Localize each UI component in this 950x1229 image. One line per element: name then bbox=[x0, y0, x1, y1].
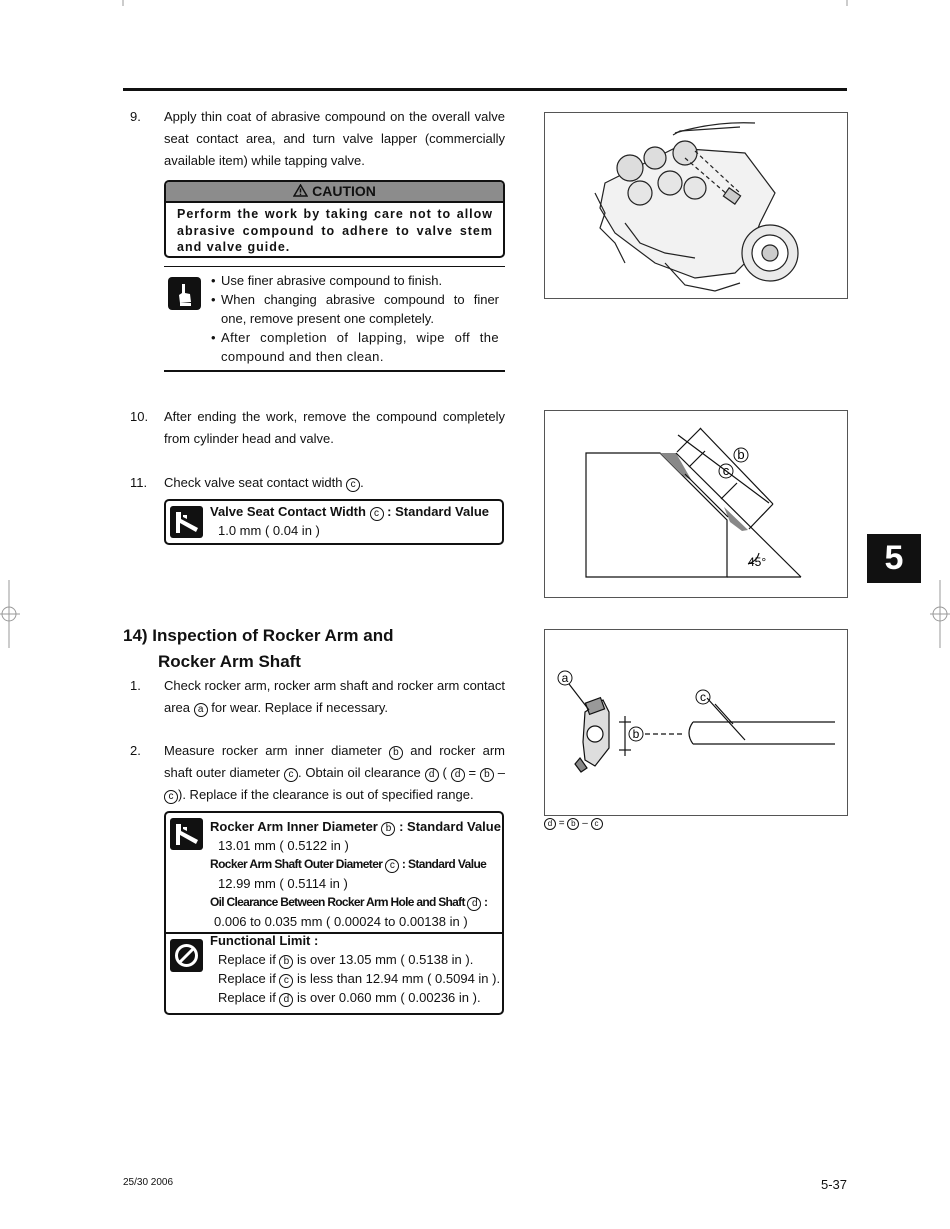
clear-title-b: : bbox=[481, 895, 488, 909]
angle-label: 45° bbox=[748, 555, 767, 569]
oil-clearance-value: 0.006 to 0.035 mm ( 0.00024 to 0.00138 in ) bbox=[214, 914, 468, 929]
step-11-text-b: . bbox=[360, 475, 364, 490]
limit3-a: Replace if bbox=[218, 990, 280, 1005]
step-11-text bbox=[164, 472, 505, 494]
letter-b-label: b bbox=[737, 447, 745, 462]
formula-equals: = bbox=[558, 818, 565, 829]
letter-c-marker: c bbox=[346, 478, 360, 492]
rocker-step-1-number: 1. bbox=[130, 678, 141, 693]
step-10-number: 10. bbox=[130, 409, 149, 424]
valve-seat-diagram bbox=[545, 411, 847, 597]
letter-d-marker: d bbox=[451, 768, 465, 782]
limit3-b: is over 0.060 mm ( 0.00236 in ). bbox=[293, 990, 481, 1005]
step-11-text-a: Check valve seat contact width bbox=[164, 475, 347, 490]
letter-b-marker: b bbox=[381, 822, 395, 836]
caution-title: CAUTION bbox=[312, 183, 376, 199]
section-title-line1: 14) Inspection of Rocker Arm and bbox=[123, 626, 394, 645]
letter-d-marker: d bbox=[425, 768, 439, 782]
step-9-text: Apply thin coat of abrasive compound on the overall valve seat contact area, and turn valve lapper (commercially available item) while tapping valve. bbox=[164, 109, 505, 168]
limit1-a: Replace if bbox=[218, 952, 280, 967]
rocker-arm-diagram bbox=[545, 630, 847, 815]
valve-seat-spec-title bbox=[210, 504, 489, 521]
caution-text: Perform the work by taking care not to allow abrasive compound to adhere to valve stem and valve guide. bbox=[177, 207, 493, 254]
prohibited-icon bbox=[170, 939, 203, 972]
rocker-step-2-text bbox=[164, 740, 505, 806]
outer-diameter-value: 12.99 mm ( 0.5114 in ) bbox=[218, 876, 348, 891]
outer-title-b: : Standard Value bbox=[399, 857, 487, 871]
outer-title-a: Rocker Arm Shaft Outer Diameter bbox=[210, 857, 386, 871]
header-rule bbox=[123, 88, 847, 91]
rocker-step-2-f: – bbox=[493, 765, 506, 780]
letter-c-marker: c bbox=[370, 507, 384, 521]
valve-lapping-figure bbox=[544, 112, 848, 299]
cylinder-head-illustration bbox=[545, 113, 847, 298]
letter-b-marker: b bbox=[389, 746, 403, 760]
letter-d-marker: d bbox=[544, 818, 556, 830]
letter-c-marker: c bbox=[591, 818, 603, 830]
valve-seat-spec-box bbox=[164, 499, 504, 545]
page-number: 5-37 bbox=[820, 1177, 847, 1192]
letter-b-marker: b bbox=[279, 955, 293, 969]
spec1-title-a: Valve Seat Contact Width bbox=[210, 504, 370, 519]
inner-diameter-value: 13.01 mm ( 0.5122 in ) bbox=[218, 838, 349, 853]
limit1-b: is over 13.05 mm ( 0.5138 in ). bbox=[293, 952, 474, 967]
limit-line-2 bbox=[218, 971, 500, 988]
clear-title-a: Oil Clearance Between Rocker Arm Hole and Shaft bbox=[210, 895, 468, 909]
footer-model-year: 25/30 2006 bbox=[123, 1177, 174, 1188]
note-item: • When changing abrasive compound to finer one, remove present one completely. bbox=[211, 290, 499, 328]
note-list bbox=[211, 271, 499, 366]
letter-c-label: c bbox=[700, 690, 706, 704]
rocker-step-2-number: 2. bbox=[130, 743, 141, 758]
outer-diameter-title bbox=[210, 857, 486, 873]
letter-c-marker: c bbox=[164, 790, 178, 804]
letter-a-marker: a bbox=[194, 703, 208, 717]
inner-title-a: Rocker Arm Inner Diameter bbox=[210, 819, 382, 834]
letter-b-label: b bbox=[632, 727, 640, 741]
step-11-number: 11. bbox=[130, 475, 148, 490]
note-item: • Use finer abrasive compound to finish. bbox=[211, 271, 499, 290]
rocker-step-1-a: Check rocker arm, rocker arm shaft and rocker arm contact area bbox=[164, 678, 505, 715]
rocker-step-1-text bbox=[164, 675, 505, 719]
letter-d-marker: d bbox=[279, 993, 293, 1007]
letter-c-marker: c bbox=[385, 859, 399, 873]
letter-a-label: a bbox=[561, 671, 569, 685]
rocker-step-2-b: and rocker arm shaft outer diameter bbox=[164, 743, 505, 780]
warning-triangle-icon bbox=[293, 184, 308, 197]
letter-b-marker: b bbox=[480, 768, 494, 782]
formula-minus: – bbox=[582, 818, 588, 829]
letter-c-marker: c bbox=[279, 974, 293, 988]
rocker-step-2-c: . Obtain oil clearance bbox=[297, 765, 425, 780]
rocker-spec-box bbox=[164, 811, 504, 1015]
limit2-a: Replace if bbox=[218, 971, 280, 986]
letter-c-label: c bbox=[722, 463, 730, 478]
caution-header bbox=[166, 182, 503, 203]
caution-box bbox=[164, 180, 505, 258]
section-title-line2: Rocker Arm Shaft bbox=[158, 652, 301, 671]
rocker-step-1-b: for wear. Replace if necessary. bbox=[207, 700, 389, 715]
limit-line-3 bbox=[218, 990, 481, 1007]
limit2-b: is less than 12.94 mm ( 0.5094 in ). bbox=[293, 971, 501, 986]
caliper-icon bbox=[170, 506, 203, 538]
note-block bbox=[164, 266, 505, 372]
valve-seat-spec-value: 1.0 mm ( 0.04 in ) bbox=[218, 523, 320, 538]
letter-b-marker: b bbox=[567, 818, 579, 830]
step-9-number: 9. bbox=[130, 109, 141, 124]
rocker-arm-figure bbox=[544, 629, 848, 816]
rocker-step-2-d: ( bbox=[438, 765, 451, 780]
step-10-text: After ending the work, remove the compound completely from cylinder head and valve. bbox=[164, 409, 505, 446]
rocker-step-2-a: Measure rocker arm inner diameter bbox=[164, 743, 389, 758]
chapter-tab: 5 bbox=[867, 534, 921, 583]
valve-seat-figure bbox=[544, 410, 848, 598]
caliper-icon bbox=[170, 818, 203, 850]
letter-d-marker: d bbox=[467, 897, 481, 911]
rocker-step-2-g: ). Replace if the clearance is out of specified range. bbox=[178, 787, 474, 802]
inner-diameter-title bbox=[210, 819, 501, 836]
inner-title-b: : Standard Value bbox=[395, 819, 501, 834]
oil-clearance-title bbox=[210, 895, 487, 911]
rocker-step-2-e: = bbox=[464, 765, 480, 780]
oil-clearance-formula bbox=[544, 818, 603, 830]
spec1-title-b: : Standard Value bbox=[383, 504, 490, 519]
note-item: • After completion of lapping, wipe off the compound and then clean. bbox=[211, 328, 499, 366]
hand-pointing-icon bbox=[168, 277, 201, 310]
letter-c-marker: c bbox=[284, 768, 298, 782]
limit-line-1 bbox=[218, 952, 473, 969]
functional-limit-title: Functional Limit : bbox=[210, 933, 319, 948]
